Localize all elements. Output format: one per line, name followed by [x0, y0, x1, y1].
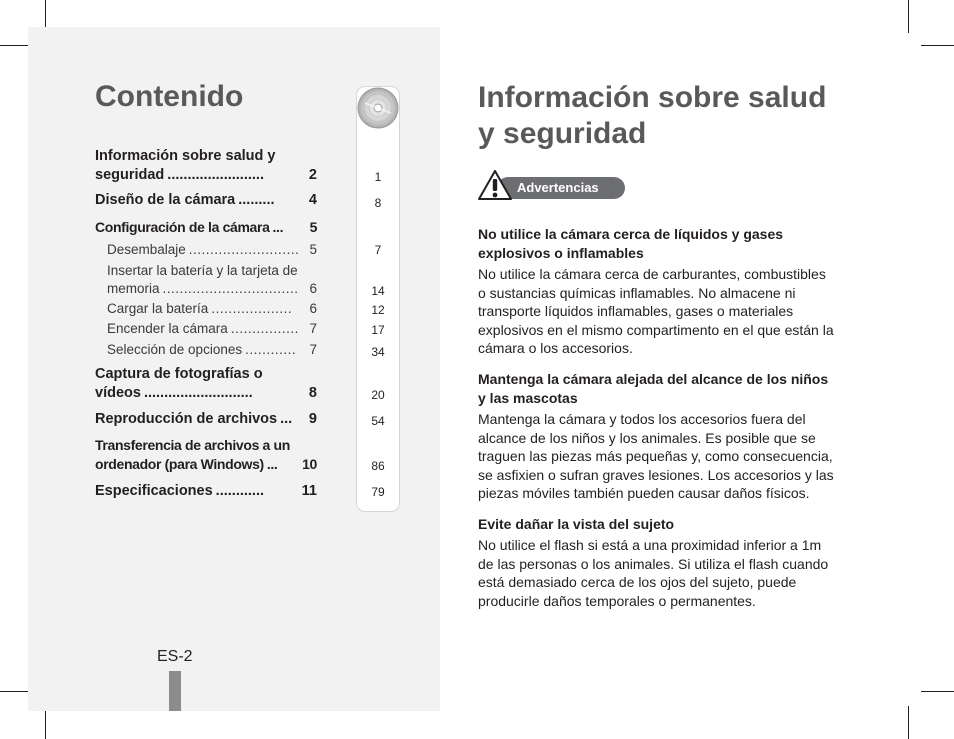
toc-leader-dots: ................	[230, 321, 299, 336]
section-body-eyesight	[478, 536, 854, 610]
toc-entry-specifications[interactable]	[95, 482, 317, 501]
toc-subentry-charge-battery[interactable]	[107, 300, 317, 318]
toc-entry-line: Especificaciones	[95, 483, 213, 499]
toc-page-number: 6	[309, 301, 317, 316]
heading-line: Mantenga la cámara alejada del alcance de los niños	[478, 371, 829, 387]
body-line: traguen las piezas más pequeñas y, como consecuencia,	[478, 448, 833, 464]
body-line: alcance de los niños y los animales. Es posible que se	[478, 429, 816, 446]
body-line: de las personas o los animales. Si utiliza el flash cuando	[478, 555, 829, 572]
crop-mark	[908, 706, 909, 739]
toc-entry-playback[interactable]	[95, 410, 317, 429]
toc-entry-line: vídeos	[95, 385, 141, 401]
toc-entry-line: ordenador (para Windows)	[95, 456, 264, 472]
strip-number: 1	[374, 170, 382, 184]
section-body-children	[478, 410, 854, 503]
body-line: piezas móviles también pueden causar daños físicos.	[478, 485, 810, 501]
section-heading-children	[478, 370, 854, 407]
toc-entry-line: seguridad	[95, 167, 165, 183]
strip-number: 17	[371, 323, 385, 337]
body-line: No utilice el flash si está a una proximidad inferior a 1m	[478, 537, 822, 553]
toc-leader-dots: ...................	[211, 301, 293, 316]
toc-leader-dots: ............	[215, 483, 265, 499]
toc-entry-line: Diseño de la cámara	[95, 192, 236, 208]
toc-page-number: 7	[309, 342, 317, 357]
warning-icon	[477, 169, 513, 201]
warnings-label: Advertencias	[517, 180, 599, 195]
crop-mark	[921, 691, 954, 692]
strip-number: 7	[374, 243, 382, 257]
toc-page-number: 10	[302, 456, 317, 472]
strip-number: 20	[371, 388, 385, 402]
toc-entry-capture[interactable]	[95, 365, 317, 403]
toc-subentry-line: Selección de opciones	[107, 342, 243, 357]
toc-subentry-insert-battery[interactable]	[107, 262, 317, 298]
index-strip	[356, 86, 400, 512]
heading-line: explosivos o inflamables	[478, 244, 644, 261]
toc-subentry-line: Insertar la batería y la tarjeta de	[107, 263, 298, 278]
warnings-badge	[497, 177, 625, 199]
toc-subentry-power-on[interactable]	[107, 320, 317, 338]
toc-subentry-select-options[interactable]	[107, 341, 317, 359]
toc-leader-dots: .........	[238, 192, 275, 208]
body-line: cámara o los accesorios.	[478, 340, 633, 356]
toc-leader-dots: ...	[280, 411, 293, 427]
toc-entry-camera-design[interactable]	[95, 191, 317, 210]
toc-leader-dots: ........................	[167, 167, 264, 183]
toc-leader-dots: ............	[245, 342, 297, 357]
toc-page-number: 8	[308, 385, 317, 401]
heading-line: No utilice la cámara cerca de líquidos y gases	[478, 226, 784, 242]
strip-number: 79	[371, 485, 385, 499]
toc-leader-dots: ...........................	[143, 385, 253, 401]
body-line: producirle daños temporales o permanentes.	[478, 592, 756, 609]
section-heading-eyesight	[478, 515, 854, 534]
title-line: Información sobre salud	[478, 81, 827, 114]
toc-page-number: 5	[309, 242, 317, 257]
body-line: Mantenga la cámara y todos los accesorios fuera del	[478, 411, 806, 427]
body-line: se asfixien o sufran graves lesiones. Los accesorios y las	[478, 466, 834, 483]
body-line: transporte líquidos inflamables, gases o materiales	[478, 303, 794, 319]
toc-page-number: 4	[308, 192, 317, 208]
body-line: No utilice la cámara cerca de carburantes, combustibles	[478, 266, 826, 282]
toc-page-number: 6	[309, 281, 317, 296]
section-heading-flammables	[478, 225, 854, 262]
toc-entry-camera-setup[interactable]	[95, 218, 317, 237]
toc-entry-line: Información sobre salud y	[95, 148, 276, 164]
toc-leader-dots: ...	[266, 456, 278, 472]
toc-subentry-unpacking[interactable]	[107, 241, 317, 259]
section-body-flammables	[478, 265, 854, 358]
body-line: explosivos en el mismo compartimento en el que están la	[478, 321, 834, 338]
crop-mark	[908, 0, 909, 33]
toc-page-number: 9	[308, 411, 317, 427]
toc-page-number: 5	[309, 219, 317, 235]
heading-line: y las mascotas	[478, 389, 578, 406]
strip-number: 14	[371, 284, 385, 298]
strip-number: 54	[371, 414, 385, 428]
heading-line: Evite dañar la vista del sujeto	[478, 516, 675, 532]
toc-page-number: 11	[301, 483, 317, 499]
toc-subentry-line: Desembalaje	[107, 242, 186, 257]
body-line: está demasiado cerca de los ojos del sujeto, puede	[478, 574, 797, 590]
title-line: y seguridad	[478, 117, 647, 150]
toc-subentry-line: memoria	[107, 281, 160, 296]
toc-subentry-line: Cargar la batería	[107, 301, 209, 316]
toc-entry-line: Captura de fotografías o	[95, 366, 263, 382]
page-number: ES-2	[157, 648, 193, 665]
body-line: o sustancias químicas inflamables. No almacene ni	[478, 284, 796, 301]
health-safety-title	[478, 80, 898, 152]
toc-subentry-line: Encender la cámara	[107, 321, 228, 336]
page-tab-bar	[169, 671, 181, 711]
toc-entry-line: Transferencia de archivos a un	[95, 437, 290, 453]
toc-page-number: 7	[309, 321, 317, 336]
toc-leader-dots: ..........................	[188, 242, 300, 257]
toc-entry-transfer[interactable]	[95, 436, 317, 474]
toc-entry-line: Configuración de la cámara	[95, 219, 270, 235]
disc-icon	[357, 87, 399, 129]
strip-number: 86	[371, 459, 385, 473]
toc-page-number: 2	[308, 167, 317, 183]
strip-number: 34	[371, 345, 385, 359]
crop-mark	[921, 45, 954, 46]
strip-number: 8	[374, 196, 382, 210]
toc-entry-line: Reproducción de archivos	[95, 411, 278, 427]
strip-number: 12	[371, 303, 385, 317]
contents-title: Contenido	[95, 80, 244, 113]
toc-entry-health-safety[interactable]	[95, 147, 317, 185]
toc-leader-dots: ...	[272, 219, 284, 235]
toc-leader-dots: ................................	[162, 281, 299, 296]
